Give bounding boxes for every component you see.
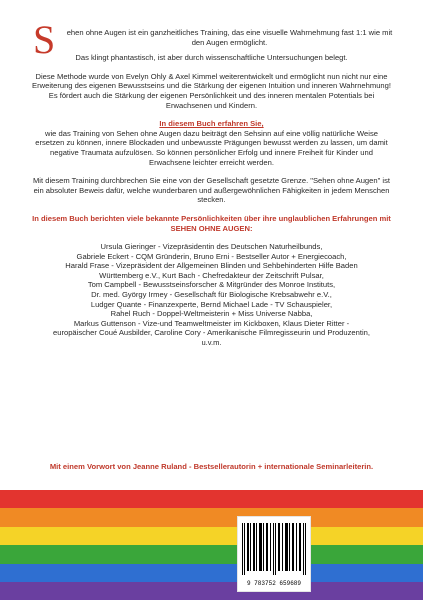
personality-line: Tom Campbell - Bewusstseinsforscher & Mitgründer des Monroe Instituts, bbox=[87, 280, 336, 290]
personality-line: Dr. med. György Irmey - Gesellschaft für Biologische Krebsabwehr e.V., bbox=[91, 290, 332, 300]
personality-line: Gabriele Eckert - CQM Gründerin, Bruno Erni - Bestseller Autor + Energiecoach, bbox=[76, 251, 347, 261]
paragraph-claim: Das klingt phantastisch, ist aber durch wissenschaftliche Untersuchungen belegt. bbox=[75, 53, 348, 63]
personality-line: u.v.m. bbox=[201, 338, 222, 348]
paragraph-learn bbox=[30, 119, 393, 167]
rainbow-band-yellow bbox=[0, 527, 423, 545]
personality-line: Rahel Ruch - Doppel-Weltmeisterin + Miss Universe Nabba, bbox=[110, 309, 313, 319]
personality-line: Ursula Gieringer - Vizepräsidentin des Deutschen Naturheilbunds, bbox=[100, 242, 323, 252]
intro-text: ehen ohne Augen ist ein ganzheitliches Training, das eine visuelle Wahrnehmung fast 1:1 wie mit den Augen ermöglicht. bbox=[66, 28, 393, 47]
personality-line: europäischer Coué Ausbilder, Caroline Cory - Amerikanische Filmregisseurin und Produzentin, bbox=[53, 328, 370, 338]
paragraph-boundary: Mit diesem Training durchbrechen Sie eine von der Gesellschaft gesetzte Grenze. "Sehen ohne Augen" ist ein absoluter Beweis dafür, welche wunderbaren und außergewöhnlichen Fähigkeiten in jedem Menschen stecken. bbox=[32, 176, 391, 205]
paragraph-method: Diese Methode wurde von Evelyn Ohly & Axel Kimmel weiterentwickelt und ermöglicht nun nicht nur eine Erweiterung des eigenen Bewusstseins und die Stärkung der eigenen Intuition und inneren Wahrnehmung! Es fördert auch die Stärkung der eigenen Persönlichkeit und des inneren mentalen Potentials bei Erwachsenen und Kindern. bbox=[32, 71, 391, 110]
rainbow-band-red bbox=[0, 490, 423, 508]
barcode-bars bbox=[242, 523, 306, 575]
personalities-list bbox=[30, 242, 393, 348]
rainbow-band-violet bbox=[0, 582, 423, 600]
dropcap-letter: S bbox=[33, 17, 56, 62]
paragraph-personalities: In diesem Buch berichten viele bekannte Persönlichkeiten über ihre unglaublichen Erfahrungen mit SEHEN OHNE AUGEN: bbox=[32, 213, 391, 233]
personality-line: Harald Frase - Vizepräsident der Allgemeinen Blinden und Sehbehinderten Hilfe Baden bbox=[65, 261, 358, 271]
back-cover-text bbox=[30, 17, 393, 348]
isbn-barcode bbox=[237, 516, 311, 592]
rainbow-band-blue bbox=[0, 564, 423, 582]
personality-line: Ludger Quante - Finanzexperte, Bernd Michael Lade - TV Schauspieler, bbox=[90, 299, 333, 309]
foreword-line: Mit einem Vorwort von Jeanne Ruland - Bestsellerautorin + internationale Seminarleiterin. bbox=[49, 462, 374, 471]
isbn-number: 9 783752 659689 bbox=[246, 580, 301, 587]
rainbow-stripes bbox=[0, 490, 423, 600]
rainbow-band-green bbox=[0, 545, 423, 563]
personality-line: Württemberg e.V., Kurt Bach - Chefredakteur der Zeitschrift Pulsar, bbox=[99, 270, 324, 280]
rainbow-band-orange bbox=[0, 508, 423, 526]
personality-line: Markus Guttenson - Vize-und Teamweltmeister im Kickboxen, Klaus Dieter Ritter - bbox=[73, 318, 350, 328]
learn-text: wie das Training von Sehen ohne Augen dazu beiträgt den Sehsinn auf eine völlig natürliche Weise ersetzen zu können, innere Blockaden und unbewusste Prägungen bewusst werden zu lassen, um damit negative Traumata aufzulösen. So können persönlicher Erfolg und innere Freiheit für Kinder und Erwachsene leichter erreicht werden. bbox=[35, 128, 388, 167]
learn-heading: In diesem Buch erfahren Sie, bbox=[159, 119, 264, 129]
